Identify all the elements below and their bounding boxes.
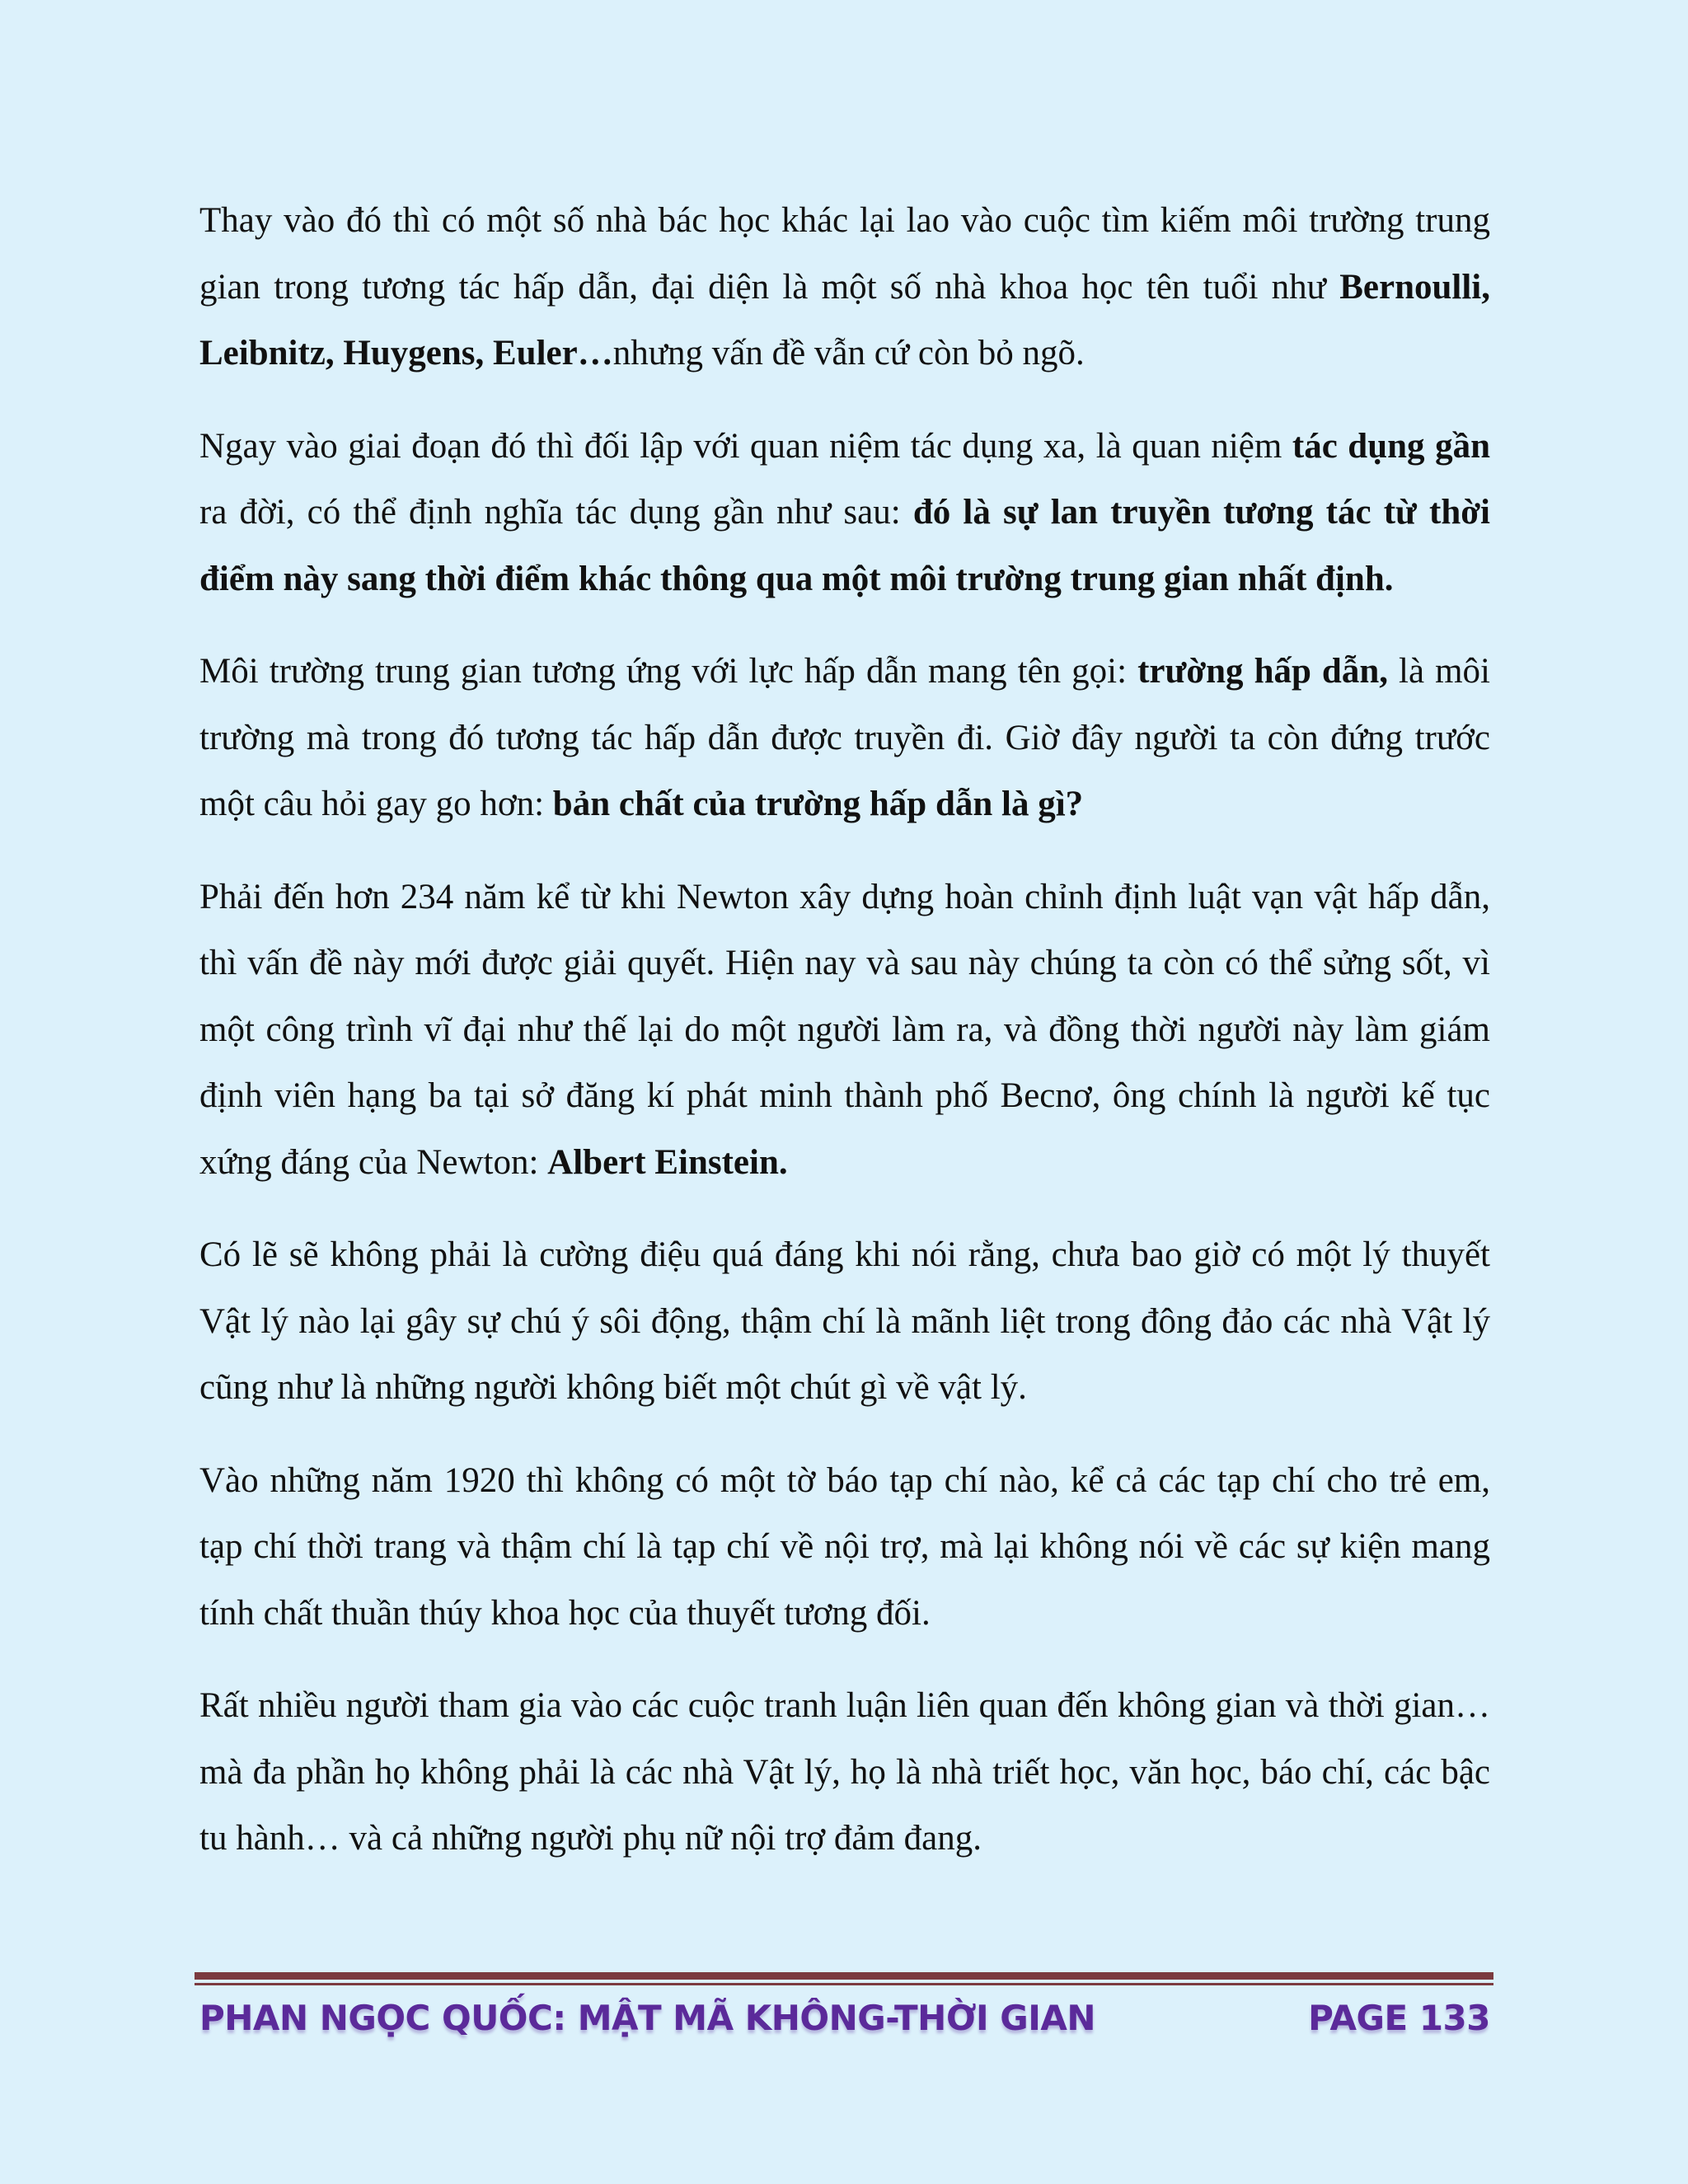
paragraph-1 <box>199 188 1490 387</box>
document-body <box>199 188 1490 1899</box>
paragraph-bold-text: đó là sự lan truyền tương tác từ thời điểm này sang thời điểm khác thông qua một môi trường trung gian nhất định. <box>199 493 1490 598</box>
paragraph-5 <box>199 1222 1490 1422</box>
paragraph-text: ra đời, có thể định nghĩa tác dụng gần như sau: <box>199 493 913 532</box>
page-number: PAGE 133 <box>1308 1997 1490 2038</box>
paragraph-text: Phải đến hơn 234 năm kể từ khi Newton xây dựng hoàn chỉnh định luật vạn vật hấp dẫn, thì vấn đề này mới được giải quyết. Hiện nay và sau này chúng ta còn có thể sửng sốt, vì một công trình vĩ đại như thế lại do một người làm ra, và đồng thời người này làm giám định viên hạng ba tại sở đăng kí phát minh thành phố Becnơ, ông chính là người kế tục xứng đáng của Newton: <box>199 877 1490 1182</box>
paragraph-bold-text: Albert Einstein. <box>547 1142 788 1182</box>
footer-title: PHAN NGỌC QUỐC: MẬT MÃ KHÔNG-THỜI GIAN <box>199 1997 1096 2038</box>
paragraph-text: Vào những năm 1920 thì không có một tờ báo tạp chí nào, kể cả các tạp chí cho trẻ em, tạp chí thời trang và thậm chí là tạp chí về nội trợ, mà lại không nói về các sự kiện mang tính chất thuần thúy khoa học của thuyết tương đối. <box>199 1460 1490 1633</box>
paragraph-3 <box>199 639 1490 838</box>
paragraph-text: Môi trường trung gian tương ứng với lực hấp dẫn mang tên gọi: <box>199 652 1138 691</box>
paragraph-text: Có lẽ sẽ không phải là cường điệu quá đáng khi nói rằng, chưa bao giờ có một lý thuyết Vật lý nào lại gây sự chú ý sôi động, thậm chí là mãnh liệt trong đông đảo các nhà Vật lý cũng như là những người không biết một chút gì về vật lý. <box>199 1235 1490 1407</box>
footer-divider <box>195 1972 1493 1980</box>
paragraph-bold-text: tác dụng gần <box>1292 426 1490 466</box>
paragraph-bold-text: Bernoulli, Leibnitz, Huygens, Euler… <box>199 267 1490 373</box>
paragraph-text: Ngay vào giai đoạn đó thì đối lập với quan niệm tác dụng xa, là quan niệm <box>199 426 1292 466</box>
paragraph-7 <box>199 1673 1490 1872</box>
paragraph-text: Thay vào đó thì có một số nhà bác học khác lại lao vào cuộc tìm kiếm môi trường trung gian trong tương tác hấp dẫn, đại diện là một số nhà khoa học tên tuổi như <box>199 201 1490 307</box>
paragraph-2 <box>199 414 1490 613</box>
paragraph-text: là môi trường mà trong đó tương tác hấp dẫn được truyền đi. Giờ đây người ta còn đứng trước một câu hỏi gay go hơn: <box>199 652 1490 823</box>
page-footer <box>199 1993 1490 2042</box>
paragraph-text: nhưng vấn đề vẫn cứ còn bỏ ngõ. <box>612 334 1085 373</box>
footer-divider-thin <box>195 1983 1493 1985</box>
paragraph-bold-text: bản chất của trường hấp dẫn là gì? <box>552 785 1084 823</box>
paragraph-bold-text: trường hấp dẫn, <box>1137 652 1389 691</box>
paragraph-6 <box>199 1448 1490 1647</box>
paragraph-4 <box>199 865 1490 1197</box>
paragraph-text: Rất nhiều người tham gia vào các cuộc tranh luận liên quan đến không gian và thời gian… mà đa phần họ không phải là các nhà Vật lý, họ là nhà triết học, văn học, báo chí, các bậc tu hành… và cả những người phụ nữ nội trợ đảm đang. <box>199 1686 1490 1858</box>
